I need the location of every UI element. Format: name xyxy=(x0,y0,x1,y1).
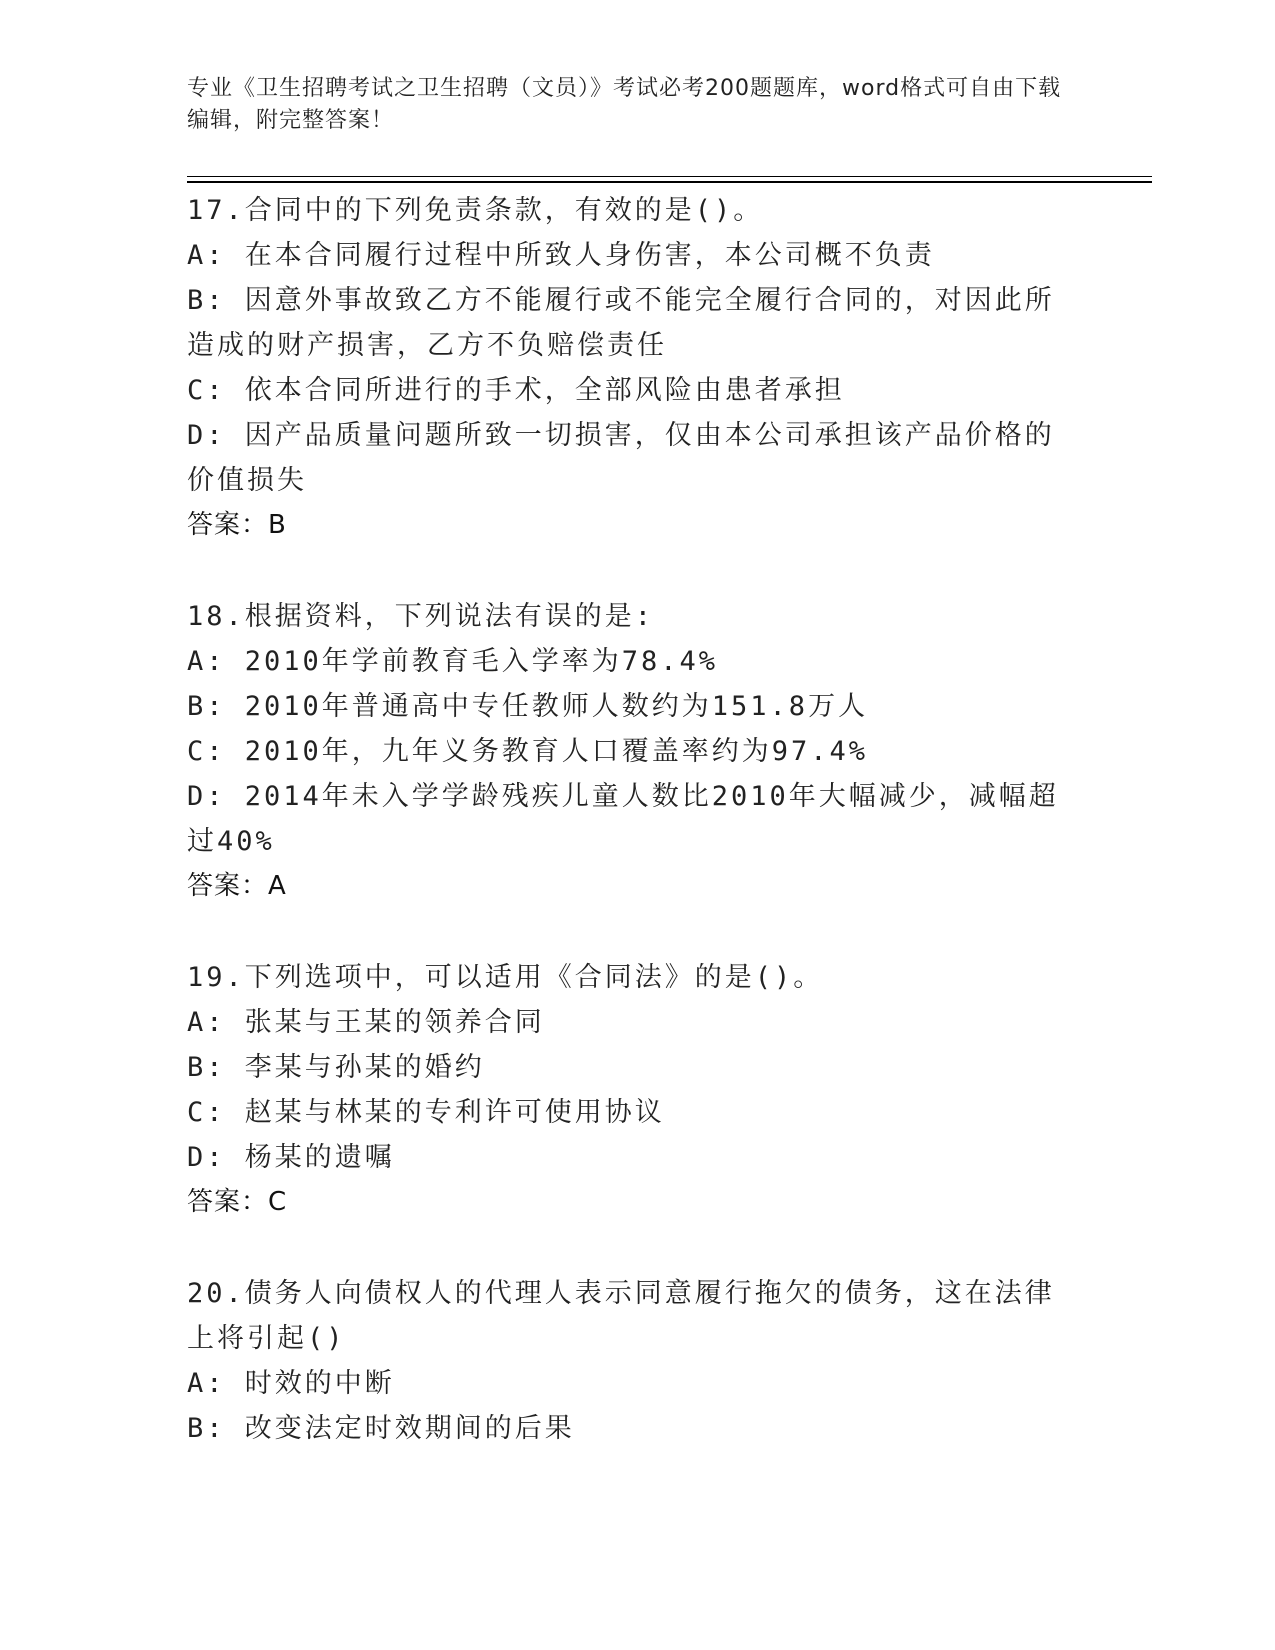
question-stem: 17.合同中的下列免责条款，有效的是()。 xyxy=(187,195,764,226)
option-d: D: 因产品质量问题所致一切损害，仅由本公司承担该产品价格的价值损失 xyxy=(187,420,1055,496)
question-list xyxy=(187,188,1077,1497)
option-a: A: 张某与王某的领养合同 xyxy=(187,1007,545,1038)
option-c: C: 赵某与林某的专利许可使用协议 xyxy=(187,1097,665,1128)
question-19 xyxy=(187,955,1077,1225)
question-stem: 18.根据资料，下列说法有误的是: xyxy=(187,601,655,632)
question-17 xyxy=(187,188,1077,548)
answer-label: 答案：C xyxy=(187,1187,288,1217)
header-divider-thick xyxy=(187,181,1152,183)
option-b: B: 因意外事故致乙方不能履行或不能完全履行合同的，对因此所造成的财产损害，乙方不负赔偿责任 xyxy=(187,285,1055,361)
option-b: B: 2010年普通高中专任教师人数约为151.8万人 xyxy=(187,691,869,722)
answer-label: 答案：A xyxy=(187,871,287,901)
option-d: D: 2014年未入学学龄残疾儿童人数比2010年大幅减少，减幅超过40% xyxy=(187,781,1059,857)
document-header: 专业《卫生招聘考试之卫生招聘（文员）》考试必考200题题库，word格式可自由下载编辑，附完整答案！ xyxy=(187,76,1062,133)
option-c: C: 2010年，九年义务教育人口覆盖率约为97.4% xyxy=(187,736,869,767)
question-stem: 19.下列选项中，可以适用《合同法》的是()。 xyxy=(187,962,824,993)
option-d: D: 杨某的遗嘱 xyxy=(187,1142,395,1173)
option-b: B: 改变法定时效期间的后果 xyxy=(187,1413,575,1444)
header-divider-thin xyxy=(187,176,1152,177)
option-c: C: 依本合同所进行的手术，全部风险由患者承担 xyxy=(187,375,845,406)
question-stem: 20.债务人向债权人的代理人表示同意履行拖欠的债务，这在法律上将引起() xyxy=(187,1278,1055,1354)
option-a: A: 在本合同履行过程中所致人身伤害，本公司概不负责 xyxy=(187,240,935,271)
option-b: B: 李某与孙某的婚约 xyxy=(187,1052,485,1083)
answer-label: 答案：B xyxy=(187,510,287,540)
question-20 xyxy=(187,1271,1077,1451)
question-18 xyxy=(187,594,1077,909)
option-a: A: 时效的中断 xyxy=(187,1368,395,1399)
option-a: A: 2010年学前教育毛入学率为78.4% xyxy=(187,646,719,677)
